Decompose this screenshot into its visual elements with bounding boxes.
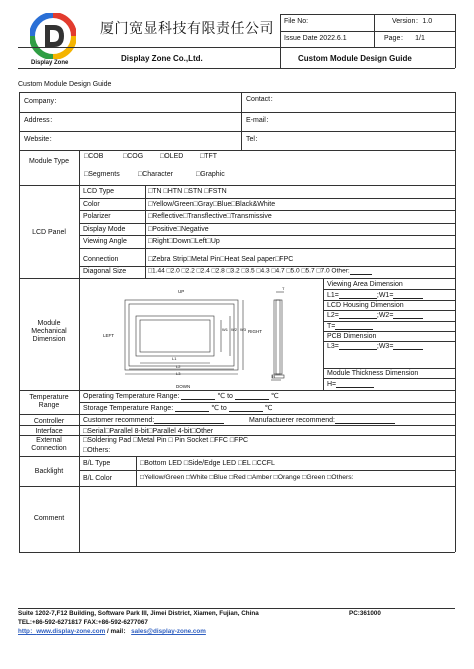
interface-options[interactable]: □Serial□Parallel 8-bit□Parallel 4-bit□Other	[83, 428, 214, 435]
drawing-w2: W2	[231, 327, 237, 332]
module-type-cog[interactable]: □COG	[123, 153, 144, 160]
address-field[interactable]: Address：	[24, 117, 57, 124]
company-logo	[30, 13, 76, 59]
footer-postcode: PC:361000	[349, 610, 381, 617]
operating-temp[interactable]: Operating Temperature Range: ℃ to ℃	[83, 393, 279, 400]
external-others[interactable]: □Others:	[83, 447, 111, 454]
module-type-graphic[interactable]: □Graphic	[196, 171, 225, 178]
diagonal-size-options[interactable]: □1.44 □2.0 □2.2 □2.4 □2.8 □3.2 □3.5 □4.3 □4.7 □5.0 □5.7 □7.0 Other:	[148, 268, 372, 275]
website-link[interactable]: www.display-zone.com	[36, 628, 106, 635]
thickness-title: Module Thickness Dimension	[327, 370, 419, 377]
module-type-segments[interactable]: □Segments	[84, 171, 120, 178]
bl-type-options[interactable]: □Bottom LED □Side/Edge LED □EL □CCFL	[140, 460, 275, 467]
http-label: http：	[18, 628, 37, 635]
module-type-cob[interactable]: □COB	[84, 153, 104, 160]
display-mode-options[interactable]: □Positive□Negative	[148, 226, 209, 233]
color-options[interactable]: □Yellow/Green□Gray□Blue□Black&White	[148, 201, 276, 208]
temperature-label: Temperature Range	[29, 394, 69, 410]
drawing-up: UP	[178, 289, 185, 294]
comment-label: Comment	[33, 515, 65, 522]
viewing-area-fields[interactable]: L1= ;W1=	[327, 292, 423, 299]
lcd-housing-t-field[interactable]: T=	[327, 323, 373, 330]
form-title: Custom Module Design Guide	[18, 81, 112, 88]
bl-color-options[interactable]: □Yellow/Green □White □Blue □Red □Amber □Orange □Green □Others:	[140, 474, 354, 481]
drawing-t: T	[282, 286, 285, 291]
drawing-right: RIGHT	[248, 329, 262, 334]
manufacturer-recommend[interactable]: Manufactuerer recommend:	[249, 417, 395, 424]
dimension-drawing	[80, 280, 322, 388]
storage-temp[interactable]: Storage Temperature Range: ℃ to ℃	[83, 405, 273, 412]
module-type-character[interactable]: □Character	[138, 171, 173, 178]
viewing-angle-label: Viewing Angle	[83, 238, 127, 245]
polarizer-options[interactable]: □Reflective□Transflective□Transmissive	[148, 213, 272, 220]
footer-address: Suite 1202-7,F12 Building, Software Park III, Jimei District, Xiamen, Fujian, China	[18, 610, 259, 617]
website-field[interactable]: Website：	[24, 136, 57, 143]
drawing-l1: L1	[172, 356, 177, 361]
pcb-fields[interactable]: L3= ;W3=	[327, 343, 423, 350]
bl-type-label: B/L Type	[83, 460, 111, 467]
bl-color-label: B/L Color	[83, 475, 112, 482]
connection-options[interactable]: □Zebra Strip□Metal Pin□Heat Seal paper□FPC	[148, 256, 294, 263]
comment-area[interactable]	[80, 487, 454, 551]
logo-text: Display Zone	[31, 60, 69, 66]
drawing-h: H	[272, 374, 275, 379]
display-mode-label: Display Mode	[83, 226, 126, 233]
doc-title: Custom Module Design Guide	[298, 54, 412, 63]
issue-date: Issue Date 2022.6.1	[284, 35, 347, 42]
pcb-title: PCB Dimension	[327, 333, 377, 340]
controller-label: Controller	[33, 418, 65, 425]
lcd-housing-title: LCD Housing Dimension	[327, 302, 404, 309]
backlight-label: Backlight	[34, 468, 64, 475]
file-no-label: File No:	[284, 18, 309, 25]
module-type-tft[interactable]: □TFT	[200, 153, 218, 160]
company-field[interactable]: Company：	[24, 98, 61, 105]
customer-recommend[interactable]: Customer recommend:	[83, 417, 224, 424]
diagonal-size-label: Diagonal Size	[83, 268, 127, 275]
page-indicator: Page： 1/1	[384, 35, 425, 42]
contact-field[interactable]: Contact：	[246, 96, 278, 103]
version-label: Version：1.0	[392, 18, 433, 25]
email-field[interactable]: E-mail：	[246, 117, 273, 124]
external-options[interactable]: □Soldering Pad □Metal Pin □ Pin Socket □FFC □FPC	[83, 437, 249, 444]
lcd-panel-label: LCD Panel	[32, 229, 66, 236]
thickness-field[interactable]: H=	[327, 381, 374, 388]
drawing-w3: W3	[240, 327, 246, 332]
connection-label: Connection	[83, 256, 119, 263]
viewing-angle-options[interactable]: □Right□Down□Left□Up	[148, 238, 220, 245]
company-name-en: Display Zone Co.,Ltd.	[121, 54, 203, 63]
company-name-cn: 厦门宽显科技有限责任公司	[100, 21, 274, 37]
email-link[interactable]: sales@display-zone.com	[131, 628, 206, 635]
lcd-housing-fields[interactable]: L2= ;W2=	[327, 312, 423, 319]
drawing-l3: L3	[176, 371, 181, 376]
footer-tel-fax: TEL:+86-592-6271817 FAX:+86-592-6277067	[18, 619, 148, 626]
module-type-label: Module Type	[29, 158, 69, 165]
lcd-type-label: LCD Type	[83, 188, 114, 195]
footer-contact: http：www.display-zone.com / mail： sales@display-zone.com	[18, 628, 206, 635]
drawing-down: DOWN	[176, 384, 191, 389]
module-type-oled[interactable]: □OLED	[160, 153, 184, 160]
color-label: Color	[83, 201, 100, 208]
viewing-area-title: Viewing Area Dimension	[327, 281, 403, 288]
mechanical-label: Module Mechanical Dimension	[31, 320, 67, 344]
drawing-l2: L2	[176, 364, 181, 369]
lcd-type-options[interactable]: □TN □HTN □STN □FSTN	[148, 188, 227, 195]
external-connection-label: External Connection	[31, 437, 67, 453]
interface-label: Interface	[35, 428, 63, 435]
drawing-left: LEFT	[103, 333, 115, 338]
drawing-w1: W1	[222, 327, 228, 332]
polarizer-label: Polarizer	[83, 213, 111, 220]
tel-field[interactable]: Tel：	[246, 136, 262, 143]
